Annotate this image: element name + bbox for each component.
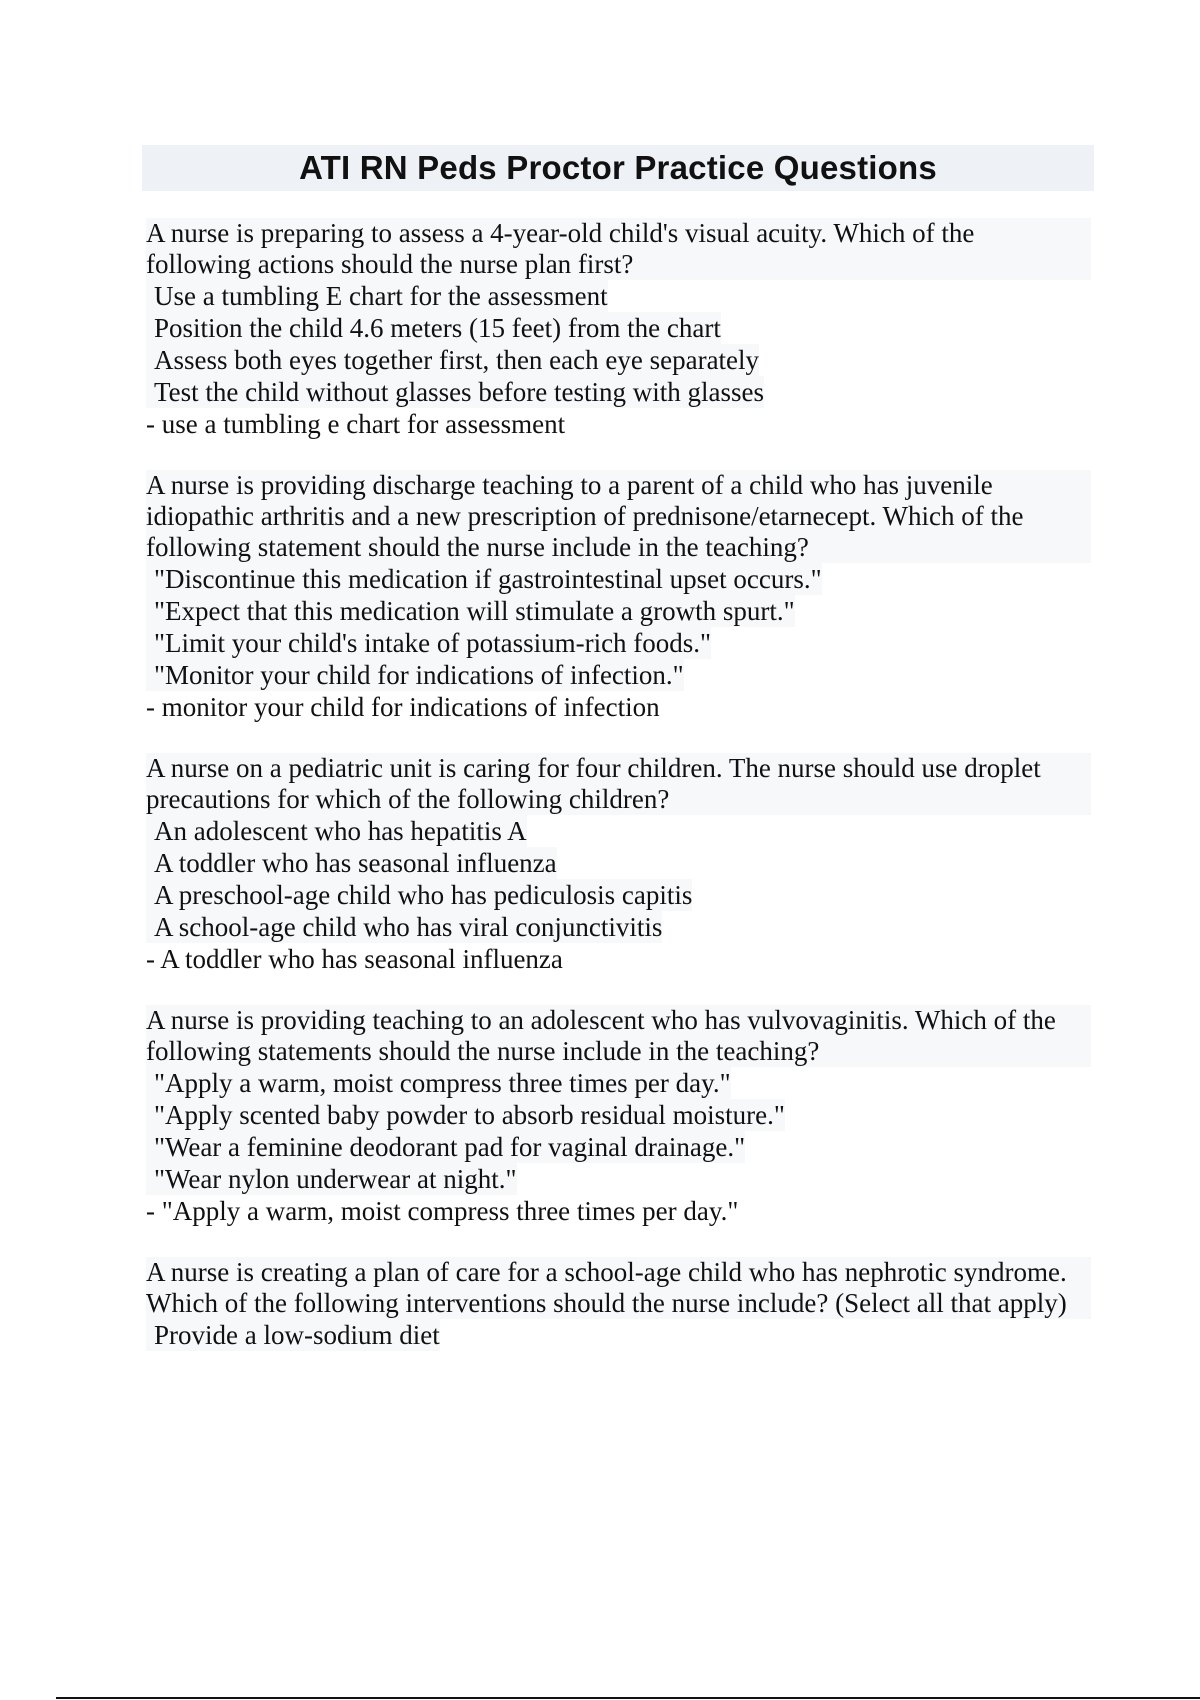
answer-option: "Monitor your child for indications of infection." (146, 659, 684, 691)
answer-option: "Apply scented baby powder to absorb residual moisture." (146, 1099, 785, 1131)
title-bar (142, 145, 1094, 191)
footer-divider (56, 1697, 1200, 1699)
question-block (146, 470, 1091, 723)
question-block (146, 753, 1091, 975)
answer-option: "Wear nylon underwear at night." (146, 1163, 517, 1195)
correct-answer: - use a tumbling e chart for assessment (146, 409, 566, 439)
answer-option: An adolescent who has hepatitis A (146, 815, 527, 847)
answer-option: Assess both eyes together first, then each eye separately (146, 344, 759, 376)
answer-option: "Expect that this medication will stimulate a growth spurt." (146, 595, 795, 627)
answer-option: Provide a low-sodium diet (146, 1319, 440, 1351)
question-block (146, 1005, 1091, 1227)
question-stem: A nurse is preparing to assess a 4-year-old child's visual acuity. Which of the following actions should the nurse plan first? (146, 218, 1091, 280)
question-stem: A nurse on a pediatric unit is caring for four children. The nurse should use droplet precautions for which of the following children? (146, 753, 1091, 815)
question-block (146, 218, 1091, 440)
correct-answer: - "Apply a warm, moist compress three times per day." (146, 1196, 739, 1226)
answer-option: A toddler who has seasonal influenza (146, 847, 557, 879)
answer-option: Test the child without glasses before testing with glasses (146, 376, 764, 408)
answer-option: Position the child 4.6 meters (15 feet) from the chart (146, 312, 721, 344)
question-stem: A nurse is creating a plan of care for a school-age child who has nephrotic syndrome. Which of the following interventions should the nurse include? (Select all that apply) (146, 1257, 1091, 1319)
answer-option: A preschool-age child who has pediculosis capitis (146, 879, 692, 911)
answer-option: "Limit your child's intake of potassium-rich foods." (146, 627, 711, 659)
answer-option: Use a tumbling E chart for the assessment (146, 280, 608, 312)
answer-option: A school-age child who has viral conjunctivitis (146, 911, 662, 943)
answer-option: "Discontinue this medication if gastrointestinal upset occurs." (146, 563, 822, 595)
questions-content (146, 218, 1091, 1381)
correct-answer: - A toddler who has seasonal influenza (146, 944, 563, 974)
document-title: ATI RN Peds Proctor Practice Questions (299, 149, 937, 186)
question-stem: A nurse is providing teaching to an adolescent who has vulvovaginitis. Which of the following statements should the nurse include in the teaching? (146, 1005, 1091, 1067)
answer-option: "Wear a feminine deodorant pad for vaginal drainage." (146, 1131, 745, 1163)
question-stem: A nurse is providing discharge teaching to a parent of a child who has juvenile idiopathic arthritis and a new prescription of prednisone/etarnecept. Which of the following statement should the nurse include in the teaching? (146, 470, 1091, 563)
question-block (146, 1257, 1091, 1351)
answer-option: "Apply a warm, moist compress three times per day." (146, 1067, 731, 1099)
correct-answer: - monitor your child for indications of infection (146, 692, 660, 722)
